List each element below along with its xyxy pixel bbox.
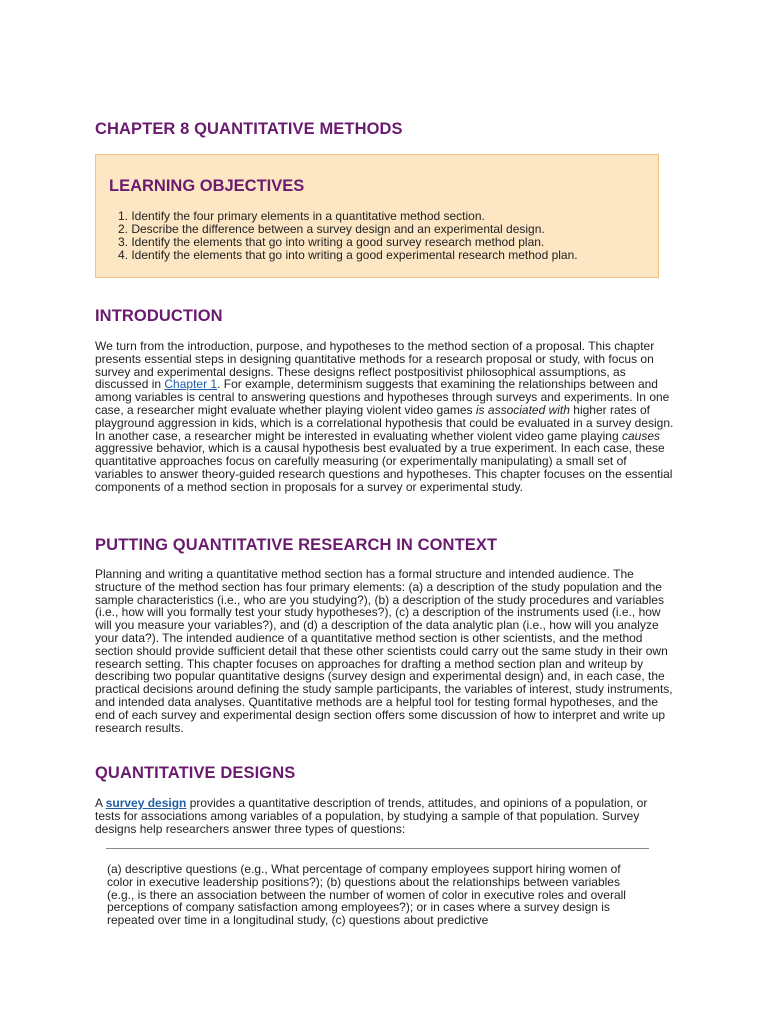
learning-objectives-title: LEARNING OBJECTIVES: [109, 177, 305, 195]
intro-emphasis-causes: causes: [621, 428, 661, 443]
chapter-1-link[interactable]: Chapter 1: [164, 377, 218, 392]
designs-text: provides a quantitative description of trends, attitudes, and opinions of a population, or tests for associations among variables of a population, by studying a sample of that population. Survey designs help researchers answer three types of questions:: [95, 796, 648, 836]
intro-text-1: We turn from the introduction, purpose, and hypotheses to the method section of a proposal. This chapter presents essential steps in designing quantitative methods for a research proposal or study, with focus on survey and experimental designs. These designs reflect postpositivist philosophical assumptions, as discussed in: [95, 339, 655, 392]
objective-item: 1. Identify the four primary elements in a quantitative method section.: [118, 209, 485, 223]
chapter-title: CHAPTER 8 QUANTITATIVE METHODS: [95, 120, 403, 138]
introduction-heading: INTRODUCTION: [95, 307, 223, 325]
designs-lead: A: [95, 796, 106, 810]
introduction-paragraph: [95, 340, 675, 494]
quantitative-designs-heading: QUANTITATIVE DESIGNS: [95, 764, 296, 782]
intro-text-3: higher rates of playground aggression in kids, which is a correlational hypothesis that could be evaluated in a survey design. In another case, a researcher might be interested in evaluating whether violent video game playing: [95, 402, 674, 443]
survey-design-term-link[interactable]: survey design: [105, 796, 187, 810]
objective-item: 4. Identify the elements that go into writing a good experimental research method plan.: [118, 248, 578, 262]
context-heading: PUTTING QUANTITATIVE RESEARCH IN CONTEXT: [95, 536, 498, 554]
learning-objectives-box: [95, 154, 659, 278]
intro-emphasis-associated: is associated with: [475, 402, 570, 417]
designs-paragraph: [95, 797, 675, 835]
objective-item: 3. Identify the elements that go into writing a good survey research method plan.: [118, 235, 545, 249]
intro-text-2: . For example, determinism suggests that examining the relationships between and among variables is central to answering questions and hypotheses through surveys and experiments. In one case, a researcher might evaluate whether playing violent video games: [95, 377, 670, 417]
divider-rule: [106, 848, 649, 849]
learning-objectives-list: [118, 210, 578, 262]
context-paragraph: Planning and writing a quantitative method section has a formal structure and intended audience. The structure of the method section has four primary elements: (a) a description of the study population and the sample characteristics (i.e., who are you studying?), (b) a description of the study procedures and variables (i.e., how will you formally test your study hypotheses?), (c) a description of the instruments used (i.e., how will you measure your variables?), and (d) a description of the data analytic plan (i.e., how will you analyze your data?). The intended audience of a quantitative method section is other scientists, and the method section should provide sufficient detail that these other scientists could carry out the same study in their own research setting. This chapter focuses on approaches for drafting a method section plan and writeup by describing two popular quantitative designs (survey design and experimental design) and, in each case, the practical decisions around defining the study sample participants, the variables of interest, study instruments, and intended data analyses. Quantitative methods are a helpful tool for testing formal hypotheses, and the end of each survey and experimental design section offers some discussion of how to interpret and write up research results.: [95, 567, 673, 735]
objective-item: 2. Describe the difference between a survey design and an experimental design.: [118, 222, 545, 236]
intro-text-4: aggressive behavior, which is a causal hypothesis best evaluated by a true experiment. In each case, these quantitative approaches focus on carefully measuring (or experimentally manipulating) a small set of variables to answer theory-guided research questions and hypotheses. This chapter focuses on the essential components of a method section in proposals for a survey or experimental study.: [95, 441, 673, 494]
question-types-paragraph: (a) descriptive questions (e.g., What percentage of company employees support hiring women of color in executive leadership positions?); (b) questions about the relationships between variables (e.g., is there an association between the number of women of color in executive roles and overall perceptions of company satisfaction among employees?); or in cases where a survey design is repeated over time in a longitudinal study, (c) questions about predictive: [107, 862, 626, 928]
